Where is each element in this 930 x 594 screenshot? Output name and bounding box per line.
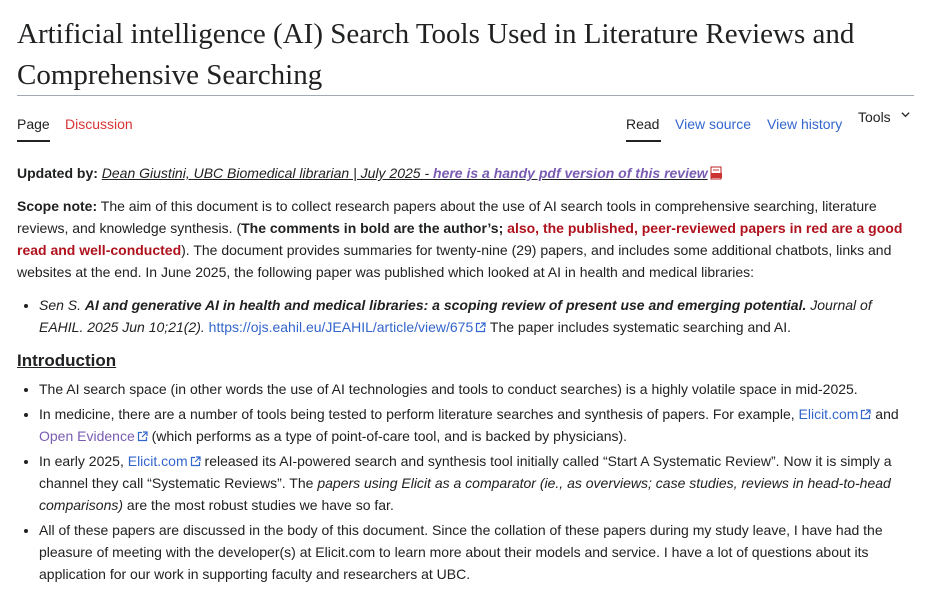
intro-b3-italic: papers using Elicit as a comparator (ie., as overviews; case studies, reviews in head-to-head comparisons) [39, 475, 891, 513]
introduction-list [17, 378, 917, 585]
tab-page[interactable]: Page [17, 116, 50, 132]
scope-text-1: The aim of this document is to collect research papers about the use of AI search tools in comprehensive searching, literature reviews, and knowledge synthesis. ( [17, 198, 877, 236]
citation-title: AI and generative AI in health and medical libraries: a scoping review of present use and emerging potential. [84, 297, 807, 313]
page-title: Artificial intelligence (AI) Search Tools Used in Literature Reviews and Comprehensive Searching [17, 18, 855, 91]
updated-label: Updated by: [17, 165, 98, 181]
scope-text-2: ). The document provides summaries for twenty-nine (29) papers, and includes some additional chatbots, links and websites at the end. In June 2025, the following paper was published which looked at AI in health and medical libraries: [17, 242, 892, 280]
elicit-link-2[interactable]: Elicit.com [127, 453, 188, 469]
citation-journal: Journal of EAHIL. 2025 Jun 10;21(2). [39, 297, 872, 335]
scope-bold: The comments in bold are the author’s; [241, 220, 504, 236]
intro-b3-tail: are the most robust studies we have so far. [123, 497, 394, 513]
updated-line [17, 162, 917, 184]
external-link-icon [190, 456, 201, 467]
list-item [39, 294, 917, 338]
tab-discussion[interactable]: Discussion [65, 116, 133, 132]
elicit-link[interactable]: Elicit.com [798, 406, 859, 422]
list-item: • The AI search space (in other words the use of AI technologies and tools to conduct searches) is a highly volatile space in mid-2025. [39, 378, 917, 400]
citation-author: Sen S. [39, 297, 85, 313]
chevron-down-icon[interactable] [901, 110, 910, 119]
active-tab-indicator [17, 140, 50, 142]
pdf-icon[interactable] [710, 166, 723, 180]
intro-b2-and: and [871, 406, 899, 422]
external-link-icon [860, 409, 871, 420]
external-link-icon [475, 322, 486, 333]
tab-view-source[interactable]: View source [675, 116, 752, 132]
introduction-heading: Introduction [17, 351, 117, 370]
list-item: • All of these papers are discussed in the body of this document. Since the collation of these papers during my study leave, I have had the pleasure of meeting with the developer(s) at Elicit.com to learn more about their models and service. I have a lot of questions about its application for our work in supporting faculty and researchers at UBC. [39, 519, 917, 585]
list-item [39, 450, 917, 516]
intro-b2-tail: (which performs as a type of point-of-care tool, and is backed by physicians). [147, 428, 628, 444]
citation-url-link[interactable]: https://ojs.eahil.eu/JEAHIL/article/view/675 [208, 319, 474, 335]
pdf-link[interactable]: here is a handy pdf version of this review [433, 165, 708, 181]
citation-list [17, 294, 917, 338]
citation-after: The paper includes systematic searching and AI. [486, 319, 792, 335]
tab-view-history[interactable]: View history [767, 116, 843, 132]
scope-label: Scope note: [17, 198, 98, 214]
article-content [17, 162, 917, 588]
open-evidence-link[interactable]: Open Evidence [39, 428, 135, 444]
intro-b2-text: In medicine, there are a number of tools being tested to perform literature searches and synthesis of papers. For example, [39, 406, 799, 422]
tab-read[interactable]: Read [626, 116, 660, 132]
page-tabs [17, 95, 914, 141]
scope-note [17, 195, 917, 283]
list-item [39, 403, 917, 447]
intro-b3-text: In early 2025, [39, 453, 128, 469]
external-link-icon [137, 431, 148, 442]
intro-b3-mid: released its AI-powered search and synthesis tool initially called “Start A Systematic Review”. Now it is simply a channel they call “Systematic Reviews”. The [39, 453, 892, 491]
tools-menu-button[interactable]: Tools [858, 109, 891, 125]
updated-author: Dean Giustini, UBC Biomedical librarian | July 2025 - [101, 165, 434, 181]
active-view-indicator [626, 140, 661, 142]
scope-red: also, the published, peer-reviewed papers in red are a good read and well-conducted [17, 220, 903, 258]
